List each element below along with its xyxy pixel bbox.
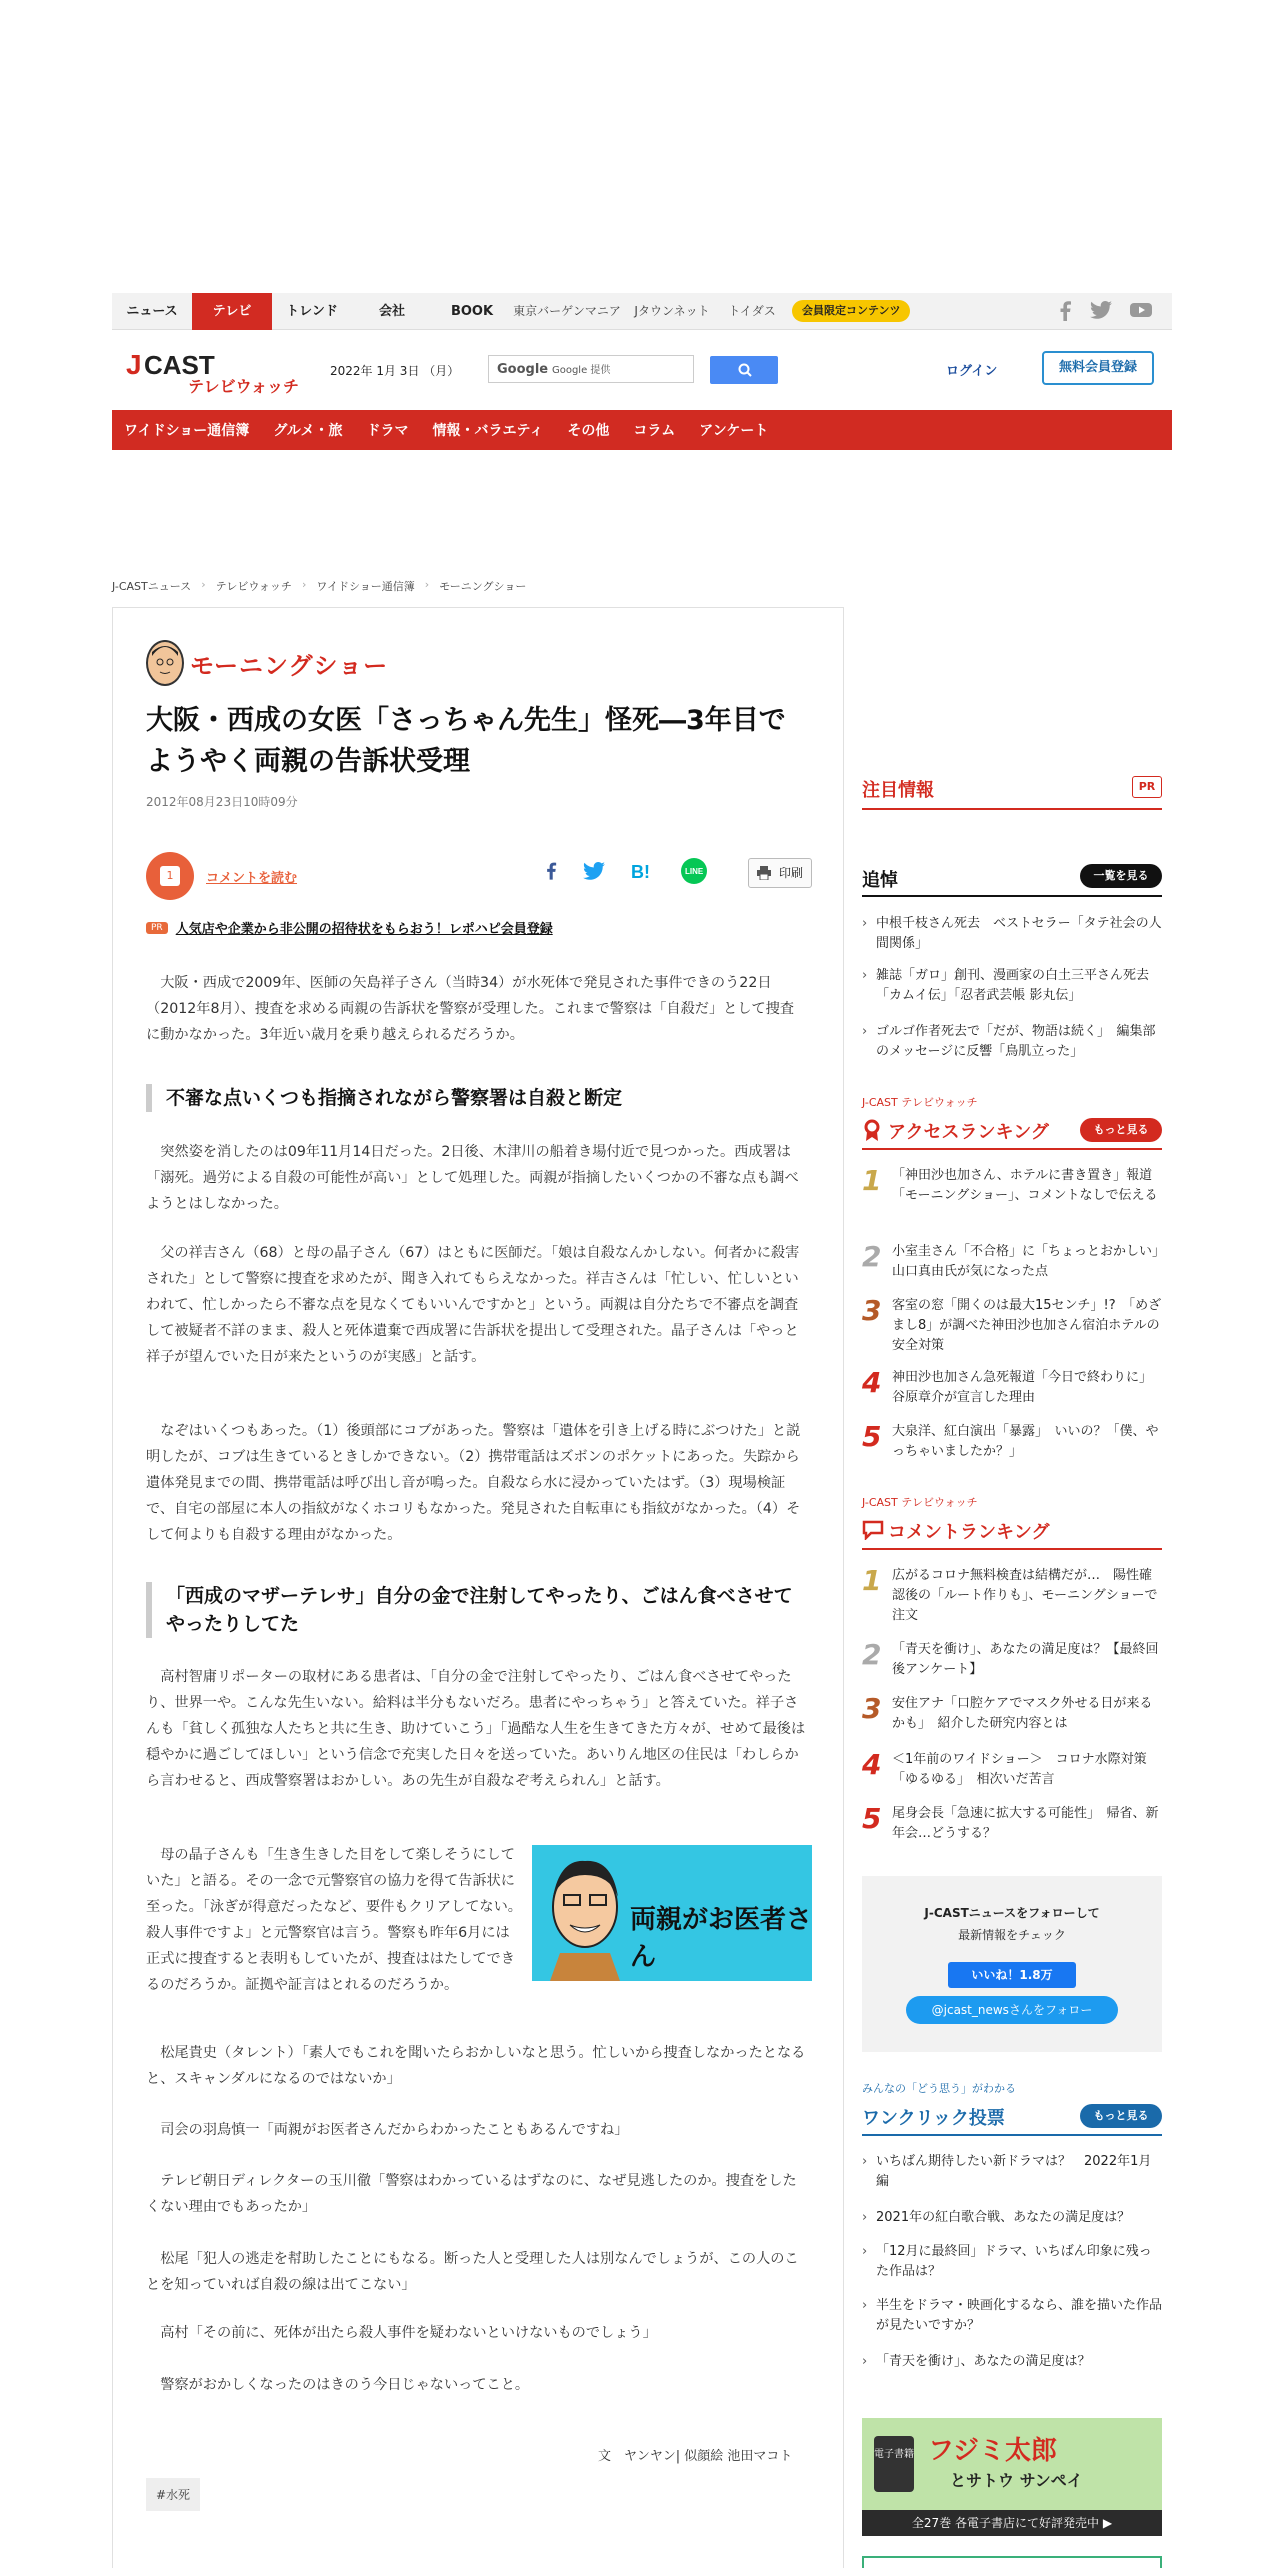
- article-tag[interactable]: #水死: [146, 2478, 200, 2511]
- nav-company[interactable]: 会社: [378, 303, 405, 319]
- paragraph: 松尾貴史（タレント）「素人でもこれを聞いたらおかしいなと思う。忙しいから捜査しなかったとなると、スキャンダルになるのではないか」: [146, 2045, 806, 2087]
- pr-text[interactable]: 人気店や企業から非公開の招待状をもらおう！レポハピ会員登録: [175, 922, 553, 937]
- vote-item[interactable]: › いちばん期待したい新ドラマは？ 2022年1月編: [862, 2152, 1162, 2192]
- nav-trend[interactable]: トレンド: [286, 303, 338, 319]
- ranking-item[interactable]: 1 「神田沙也加さん、ホテルに書き置き」報道 「モーニングショー」、コメントなしで伝える: [862, 1164, 1166, 1203]
- facebook-share-icon[interactable]: [545, 860, 557, 882]
- ebook-badge: 電子書籍: [874, 2436, 914, 2492]
- vote-more-button[interactable]: もっと見る: [1080, 2104, 1162, 2128]
- facebook-like-button[interactable]: いいね！1.8万: [948, 1962, 1076, 1988]
- ranking-item[interactable]: 2 小室圭さん「不合格」に「ちょっとおかしい」 山口真由氏が気になった点: [862, 1240, 1172, 1279]
- tsuito-heading: 追悼: [862, 870, 898, 891]
- facebook-icon[interactable]: [1058, 301, 1072, 321]
- read-comments-link[interactable]: コメントを読む: [206, 870, 298, 886]
- paragraph: 母の晶子さんも「生き生きした目をして楽しそうにしていた」と語る。その一念で元警察官の協力を得て告訴状に至った。「泳ぎが得意だったなど、要件もクリアしてない。殺人事件ですよ」と元警察官は言う。警察も昨年6月には正式に捜査すると表明もしていたが、捜査ははたしてできるのだろうか。証拠や証言はとれるのだろうか。: [146, 1847, 522, 1993]
- menu-survey[interactable]: アンケート: [699, 423, 769, 439]
- pr-banner[interactable]: [146, 918, 553, 937]
- program-header[interactable]: [146, 640, 388, 686]
- register-button[interactable]: 無料会員登録: [1042, 351, 1154, 385]
- breadcrumb-item[interactable]: テレビウォッチ: [215, 580, 292, 593]
- svg-text:B!: B!: [631, 862, 650, 881]
- tsuito-item[interactable]: › 中根千枝さん死去 ベストセラー「タテ社会の人間関係」: [862, 914, 1162, 954]
- next-widget: [862, 2556, 1162, 2568]
- speech-bubble-icon: [862, 1520, 884, 1540]
- svg-text:J: J: [126, 349, 142, 380]
- breadcrumb-item[interactable]: モーニングショー: [439, 580, 527, 593]
- category-menu: [112, 410, 1172, 450]
- menu-column[interactable]: コラム: [633, 423, 676, 439]
- publish-date: 2012年08月23日10時09分: [146, 795, 298, 809]
- vote-sub-label: みんなの「どう思う」がわかる: [862, 2082, 1016, 2095]
- ranking-item[interactable]: 5 大泉洋、紅白演出「暴露」 いいの？「僕、やっちゃいましたか？」: [862, 1420, 1159, 1459]
- sub-label: J-CAST テレビウォッチ: [862, 1496, 978, 1509]
- pr-tag: PR: [146, 922, 168, 934]
- menu-drama[interactable]: ドラマ: [366, 423, 409, 439]
- article-credit: 文 ヤンヤン| 似顔絵 池田マコト: [598, 2449, 793, 2464]
- line-icon[interactable]: [681, 858, 707, 884]
- comment-ranking-item[interactable]: 3 安住アナ「口腔ケアでマスク外せる日が来るかも」 紹介した研究内容とは: [862, 1692, 1153, 1731]
- vote-item[interactable]: › 2021年の紅白歌合戦、あなたの満足度は？: [862, 2208, 1162, 2228]
- svg-text:テレビウォッチ: テレビウォッチ: [188, 377, 300, 396]
- nav-toidas[interactable]: トイダス: [728, 303, 776, 318]
- paragraph: テレビ朝日ディレクターの玉川徹「警察はわかっているはずなのに、なぜ見逃したのか。捜査をしたくない理由でもあったか」: [146, 2173, 797, 2215]
- hatena-bookmark-icon[interactable]: [631, 861, 655, 881]
- menu-gourmet[interactable]: グルメ・旅: [273, 423, 343, 439]
- site-logo[interactable]: [126, 348, 316, 396]
- ad-banner[interactable]: [862, 2418, 1162, 2536]
- twitter-follow-button[interactable]: @jcast_newsさんをフォロー: [906, 1996, 1118, 2024]
- vote-item[interactable]: › 「青天を衝け」、あなたの満足度は？: [862, 2352, 1162, 2372]
- vote-item[interactable]: › 「12月に最終回」ドラマ、いちばん印象に残った作品は？: [862, 2242, 1162, 2282]
- ad-footer: 全27巻 各電子書店にて好評発売中 ▶: [862, 2510, 1162, 2536]
- sub-label: J-CAST テレビウォッチ: [862, 1096, 978, 1109]
- ranking-item[interactable]: 4 神田沙也加さん急死報道「今日で終わりに」 谷原章介が宣言した理由: [862, 1366, 1159, 1405]
- paragraph: 突然姿を消したのは09年11月14日だった。2日後、木津川の船着き場付近で見つかった。西成署は「溺死。過労による自殺の可能性が高い」として処理した。両親が指摘したいくつかの不審な点も調べようとはしなかった。: [146, 1144, 799, 1212]
- ad-subtitle: とサトウ サンペイ: [950, 2471, 1083, 2490]
- comment-ranking-item[interactable]: 5 尾身会長「急速に拡大する可能性」 帰省、新年会…どうする？: [862, 1802, 1159, 1841]
- section-heading: 「西成のマザーテレサ」自分の金で注射してやったり、ごはん食べさせてやったりしてた: [146, 1582, 808, 1638]
- comment-count-icon[interactable]: 1: [146, 852, 194, 900]
- twitter-share-icon[interactable]: [583, 862, 605, 880]
- tsuito-item[interactable]: › ゴルゴ作者死去で「だが、物語は続く」 編集部のメッセージに反響「鳥肌立った」: [862, 1022, 1162, 1062]
- tsuito-item[interactable]: › 雑誌「ガロ」創刊、漫画家の白土三平さん死去 「カムイ伝」「忍者武芸帳 影丸伝」: [862, 966, 1162, 1006]
- access-ranking-heading: アクセスランキング: [862, 1118, 1162, 1144]
- comment-ranking-item[interactable]: 2 「青天を衝け」、あなたの満足度は？【最終回後アンケート】: [862, 1638, 1159, 1677]
- breadcrumb-item[interactable]: J-CASTニュース: [112, 580, 192, 593]
- login-link[interactable]: ログイン: [946, 364, 998, 379]
- caricature-icon: [540, 1849, 630, 1981]
- social-links: [1058, 301, 1152, 321]
- access-more-button[interactable]: もっと見る: [1080, 1118, 1162, 1142]
- paragraph: なぞはいくつもあった。（1）後頭部にコブがあった。警察は「遺体を引き上げる時にぶつけた」と説明したが、コブは生きているときしかできない。（2）携帯電話はズボンのポケットにあった。失踪から遺体発見までの間、携帯電話は呼び出し音が鳴った。自殺なら水に浸かっていたはず。（3）現場検証で、自宅の部屋に本人の指紋がなくホコリもなかった。発見された自転車にも指紋がなかった。（4）そして何よりも自殺する理由がなかった。: [146, 1423, 801, 1543]
- divider: [862, 1548, 1162, 1550]
- printer-icon: [757, 866, 771, 880]
- search-button[interactable]: [710, 356, 778, 384]
- attention-heading: 注目情報: [862, 780, 934, 801]
- top-nav: [112, 293, 1172, 330]
- youtube-icon[interactable]: [1130, 301, 1152, 319]
- menu-wideshow[interactable]: ワイドショー通信簿: [124, 423, 250, 439]
- nav-bargain[interactable]: 東京バーゲンマニア: [513, 303, 621, 318]
- paragraph: 高村智庸リポーターの取材にある患者は、「自分の金で注射してやったり、ごはん食べさせてやったり、世界一や。こんな先生いない。給料は半分もないだろ。患者にやっちゃう」と答えていた。祥子さんも「貧しく孤独な人たちと共に生き、助けていこう」「過酷な人生を生きてきた方々が、せめて最後は穏やかに過ごしてほしい」という信念で充実した日々を送っていた。あいりん地区の住民は「わしらから言わせると、西成警察署はおかしい。あの先生が自殺なぞ考えられん」と話す。: [146, 1669, 806, 1789]
- follow-text: J-CASTニュースをフォローして 最新情報をチェック: [924, 1906, 1100, 1942]
- nav-jtown[interactable]: Jタウンネット: [634, 303, 710, 318]
- svg-text:LINE: LINE: [685, 867, 704, 876]
- paragraph: 司会の羽鳥慎一「両親がお医者さんだからわかったこともあるんですね」: [160, 2122, 629, 2138]
- search-input[interactable]: Google Google 提供: [488, 355, 694, 383]
- illustration-image: [532, 1845, 812, 1981]
- program-name: モーニングショー: [190, 651, 389, 680]
- vote-item[interactable]: › 半生をドラマ・映画化するなら、誰を描いた作品が見たいですか？: [862, 2296, 1162, 2336]
- comment-ranking-heading: コメントランキング: [862, 1518, 1162, 1544]
- nav-tv[interactable]: テレビ: [192, 293, 272, 330]
- share-buttons: [545, 858, 707, 884]
- paragraph: 大阪・西成で2009年、医師の矢島祥子さん（当時34）が水死体で発見された事件できのう22日（2012年8月）、捜査を求める両親の告訴状を警察が受理した。これまで警察は「自殺だ」として捜査に動かなかった。3年近い歳月を乗り越えられるだろうか。: [146, 975, 795, 1043]
- vote-heading: ワンクリック投票: [862, 2108, 1005, 2129]
- follow-box: [862, 1876, 1162, 2052]
- pr-badge: PR: [1132, 776, 1162, 798]
- twitter-icon[interactable]: [1090, 301, 1112, 319]
- comment-ranking-item[interactable]: 4 ＜1年前のワイドショー＞ コロナ水際対策「ゆるゆる」 相次いだ苦言: [862, 1748, 1147, 1787]
- nav-book[interactable]: BOOK: [450, 303, 494, 319]
- ranking-item[interactable]: 3 客室の窓「開くのは最大15センチ」!? 「めざまし8」が調べた神田沙也加さん宿泊ホテルの安全対策: [862, 1294, 1162, 1353]
- article-title: 大阪・西成の女医「さっちゃん先生」怪死―3年目でようやく両親の告訴状受理: [146, 705, 786, 777]
- ad-title: フジミ太郎: [928, 2436, 1057, 2466]
- host-face-icon: [146, 640, 184, 686]
- member-content-button[interactable]: 会員限定コンテンツ: [792, 300, 910, 322]
- menu-variety[interactable]: 情報・バラエティ: [432, 423, 544, 439]
- divider: [862, 808, 1162, 810]
- breadcrumb-item[interactable]: ワイドショー通信簿: [316, 580, 415, 593]
- divider: [862, 2134, 1162, 2136]
- illustration-caption: 両親がお医者さん: [630, 1905, 812, 1972]
- tsuito-list-button[interactable]: 一覧を見る: [1080, 864, 1162, 888]
- menu-other[interactable]: その他: [567, 423, 610, 439]
- search-icon: [738, 363, 752, 377]
- current-date: 2022年 1月 3日 （月）: [330, 364, 460, 378]
- section-heading: 不審な点いくつも指摘されながら警察署は自殺と断定: [146, 1084, 808, 1112]
- breadcrumb: J-CASTニュース › テレビウォッチ › ワイドショー通信簿 › モーニングショー: [112, 578, 527, 593]
- divider: [862, 895, 1162, 897]
- paragraph: 警察がおかしくなったのはきのう今日じゃないってこと。: [160, 2377, 530, 2393]
- ribbon-icon: [862, 1119, 882, 1141]
- svg-text:CAST: CAST: [144, 350, 215, 380]
- paragraph: 高村「その前に、死体が出たら殺人事件を疑わないといけないものでしょう」: [160, 2325, 657, 2341]
- paragraph: 父の祥吉さん（68）と母の晶子さん（67）はともに医師だ。「娘は自殺なんかしない。何者かに殺害された」として警察に捜査を求めたが、聞き入れてもらえなかった。祥吉さんは「忙しい、忙しいといわれて、忙しかったら不審な点を見なくてもいいんですかと」という。両親は自分たちで不審点を調査して被疑者不詳のまま、殺人と死体遺棄で西成署に告訴状を提出して受理された。晶子さんは「やっと祥子が望んでいた日が来たというのが実感」と話す。: [146, 1245, 800, 1365]
- nav-news[interactable]: ニュース: [126, 303, 178, 319]
- divider: [862, 1148, 1162, 1150]
- comment-ranking-item[interactable]: 1 広がるコロナ無料検査は結構だが… 陽性確認後の「ルート作りも」、モーニングショーで注文: [862, 1564, 1158, 1623]
- comment-area: [146, 852, 297, 900]
- print-button[interactable]: 印刷: [748, 858, 812, 888]
- paragraph: 松尾「犯人の逃走を幇助したことにもなる。断った人と受理した人は別なんでしょうが、この人のことを知っていれば自殺の線は出てこない」: [146, 2251, 799, 2293]
